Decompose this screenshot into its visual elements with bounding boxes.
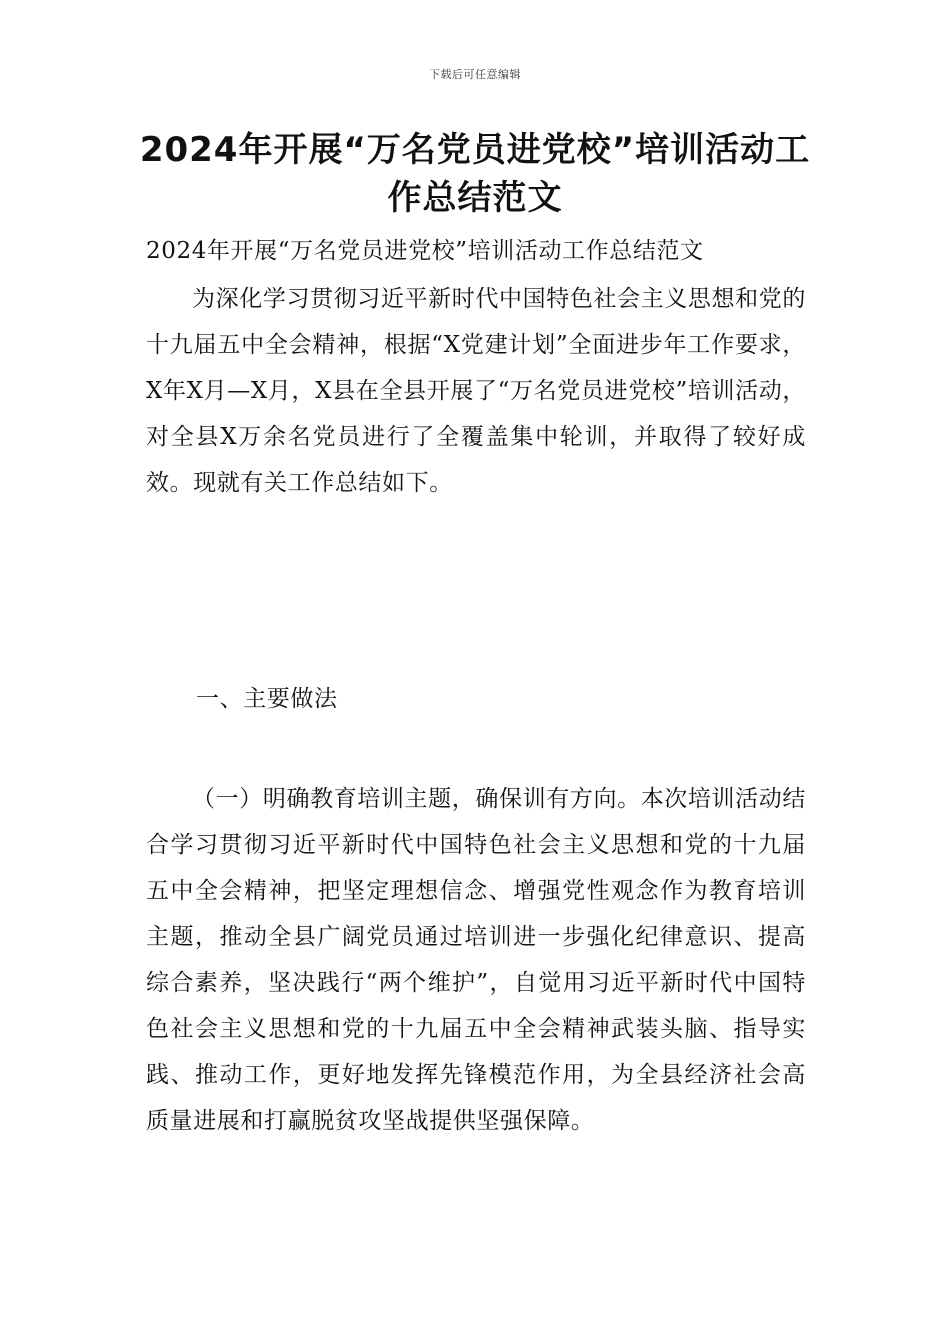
section-paragraph: （一）明确教育培训主题，确保训有方向。本次培训活动结合学习贯彻习近平新时代中国特色社会主义思想和党的十九届五中全会精神，把坚定理想信念、增强党性观念作为教育培训主题，推动全县广阔党员通过培训进一步强化纪律意识、提高综合素养，坚决践行“两个维护”，自觉用习近平新时代中国特色社会主义思想和党的十九届五中全会精神武装头脑、指导实践、推动工作，更好地发挥先锋模范作用，为全县经济社会高质量进展和打赢脱贫攻坚战提供坚强保障。 <box>146 786 806 1134</box>
section-heading: 一、主要做法 <box>196 686 338 712</box>
intro-paragraph: 为深化学习贯彻习近平新时代中国特色社会主义思想和党的十九届五中全会精神，根据“X党建计划”全面进步年工作要求，X年X月—X月，X县在全县开展了“万名党员进党校”培训活动，对全县X万余名党员进行了全覆盖集中轮训，并取得了较好成效。现就有关工作总结如下。 <box>146 286 806 496</box>
header-note: 下载后可任意编辑 <box>429 68 521 81</box>
document-title: 2024年开展“万名党员进党校”培训活动工作总结范文 <box>139 130 811 218</box>
document-subtitle: 2024年开展“万名党员进党校”培训活动工作总结范文 <box>146 238 704 264</box>
